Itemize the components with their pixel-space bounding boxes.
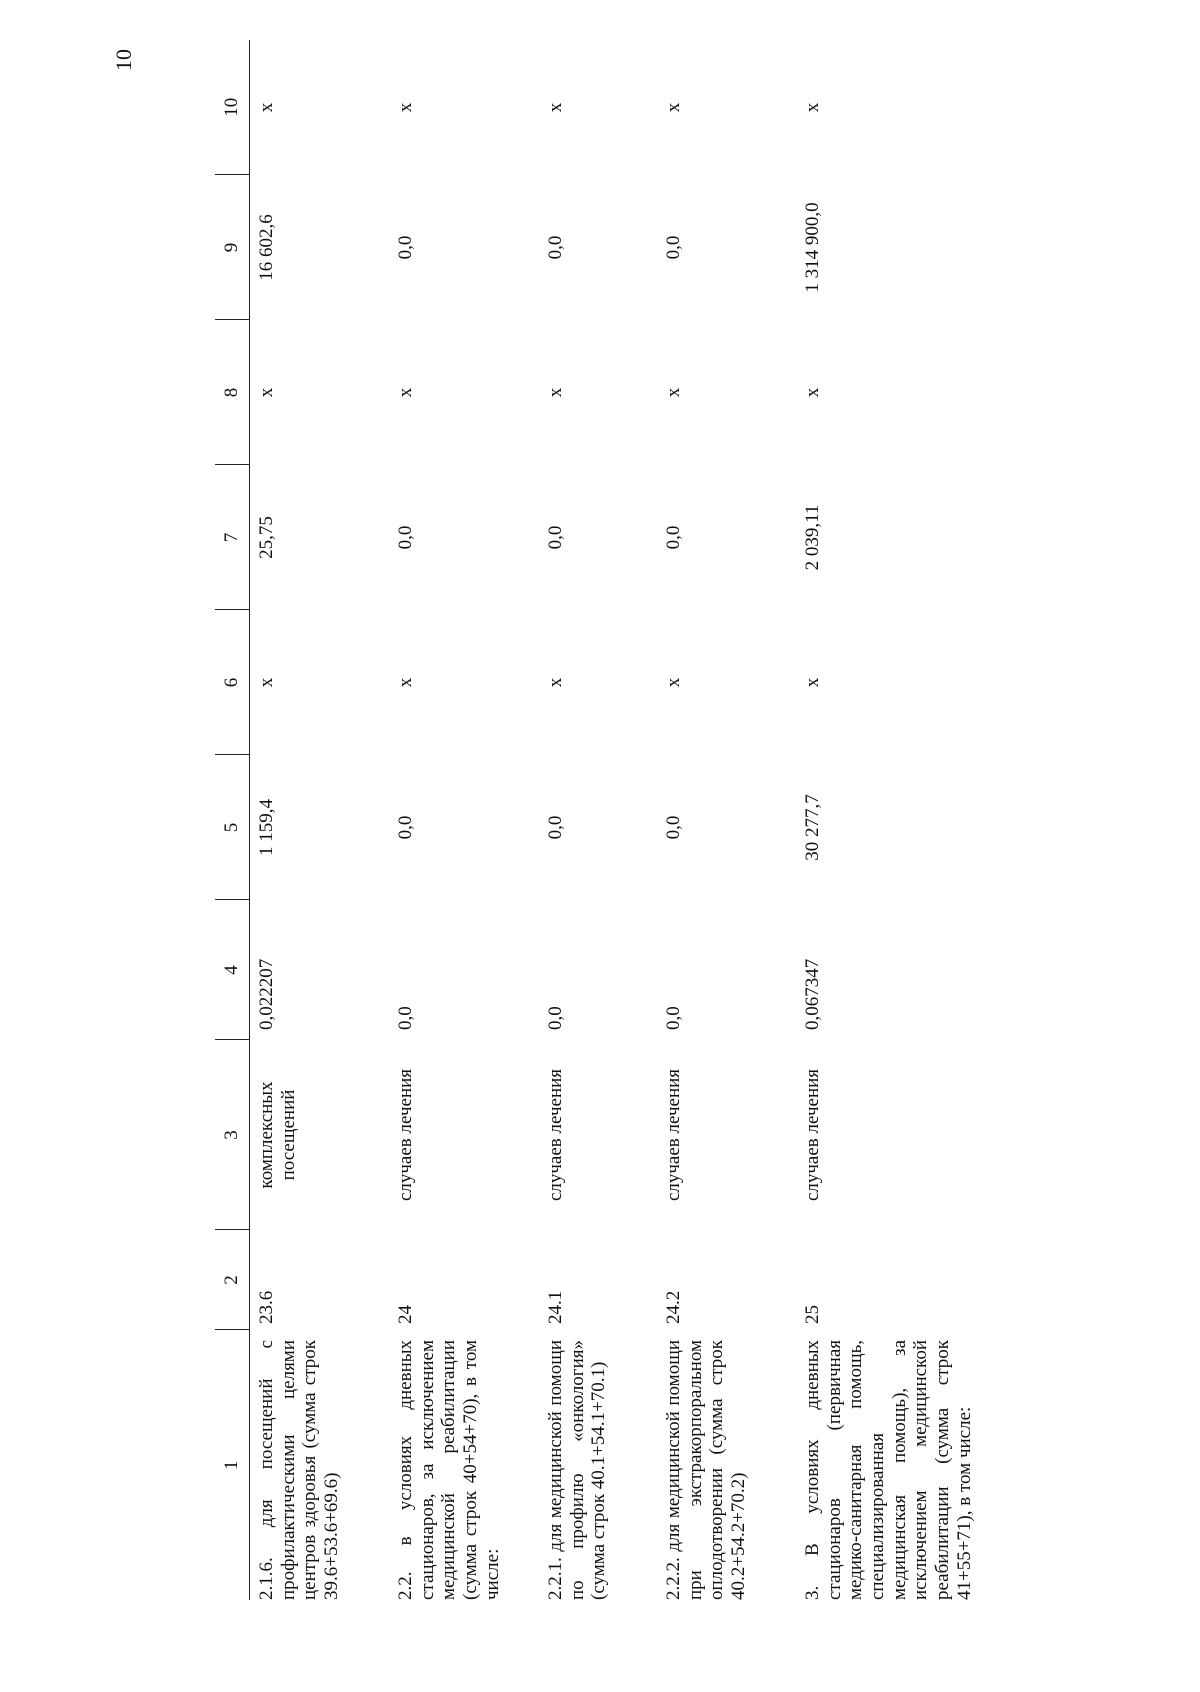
cell-col6: х — [256, 677, 277, 688]
column-header: 7 — [215, 465, 250, 610]
cell-col9: 0,0 — [663, 235, 684, 260]
cell-col7: 25,75 — [256, 516, 277, 559]
cell-col9: 16 602,6 — [256, 214, 277, 281]
row-label: 3. В условиях дневных стационаров (первичная медико-санитарная помощь, специализированная медицинская помощь), за исключением медицинской реабилитации (сумма строк 41+55+71), в том числе: — [802, 1340, 975, 1600]
table-row — [539, 40, 657, 1600]
data-table — [215, 40, 1037, 1600]
cell-col4: 0,067347 — [802, 958, 823, 1030]
cell-col5: 0,0 — [395, 815, 416, 840]
cell-col9: 0,0 — [395, 235, 416, 260]
page-number: 10 — [111, 49, 136, 71]
table-row — [796, 40, 1037, 1600]
row-unit: случаев лечения — [663, 1068, 684, 1202]
row-code: 23.6 — [256, 1290, 277, 1324]
row-label: 2.1.6. для посещений с профилактическими целями центров здоровья (сумма строк 39.6+53.6+69.6) — [256, 1340, 342, 1600]
cell-col6: х — [545, 677, 566, 688]
row-label: 2.2.2. для медицинской помощи при экстракорпоральном оплодотворении (сумма строк 40.2+54.2+70.2) — [663, 1340, 749, 1600]
cell-col10: х — [663, 102, 684, 113]
row-code: 24.1 — [545, 1290, 566, 1324]
rotated-table-container — [215, 40, 1015, 1600]
cell-col8: х — [802, 387, 823, 398]
column-header: 9 — [215, 175, 250, 320]
cell-col8: х — [395, 387, 416, 398]
cell-col6: х — [395, 677, 416, 688]
column-header: 2 — [215, 1230, 250, 1330]
row-code: 24.2 — [663, 1290, 684, 1324]
cell-col6: х — [663, 677, 684, 688]
cell-col5: 0,0 — [663, 815, 684, 840]
column-header: 8 — [215, 320, 250, 465]
column-header: 10 — [215, 40, 250, 175]
header-row — [215, 40, 250, 1600]
cell-col7: 0,0 — [395, 525, 416, 550]
cell-col8: х — [256, 387, 277, 398]
column-header: 5 — [215, 755, 250, 900]
row-code: 24 — [395, 1305, 416, 1324]
cell-col7: 0,0 — [545, 525, 566, 550]
cell-col9: 0,0 — [545, 235, 566, 260]
cell-col10: х — [545, 102, 566, 113]
cell-col7: 2 039,11 — [802, 504, 823, 571]
cell-col4: 0,0 — [395, 1006, 416, 1030]
row-code: 25 — [802, 1305, 823, 1324]
cell-col10: х — [395, 102, 416, 113]
cell-col9: 1 314 900,0 — [802, 202, 823, 293]
column-header: 1 — [215, 1330, 250, 1600]
cell-col10: х — [802, 102, 823, 113]
row-unit: случаев лечения — [802, 1068, 823, 1202]
table-row — [657, 40, 796, 1600]
cell-col4: 0,0 — [545, 1006, 566, 1030]
cell-col5: 1 159,4 — [256, 799, 277, 856]
row-unit: случаев лечения — [395, 1068, 416, 1202]
cell-col7: 0,0 — [663, 525, 684, 550]
column-header: 4 — [215, 900, 250, 1040]
table-row — [250, 40, 390, 1600]
cell-col8: х — [545, 387, 566, 398]
cell-col5: 30 277,7 — [802, 794, 823, 861]
cell-col6: х — [802, 677, 823, 688]
row-label: 2.2. в условиях дневных стационаров, за исключением медицинской реабилитации (сумма строк 40+54+70), в том числе: — [395, 1340, 503, 1600]
row-unit: комплексных посещений — [256, 1081, 299, 1189]
cell-col4: 0,0 — [663, 1006, 684, 1030]
row-label: 2.2.1. для медицинской помощи по профилю «онкология» (сумма строк 40.1+54.1+70.1) — [545, 1340, 610, 1600]
table-row — [389, 40, 539, 1600]
row-unit: случаев лечения — [545, 1068, 566, 1202]
column-header: 6 — [215, 610, 250, 755]
cell-col10: х — [256, 102, 277, 113]
cell-col4: 0,022207 — [256, 958, 277, 1030]
cell-col5: 0,0 — [545, 815, 566, 840]
cell-col8: х — [663, 387, 684, 398]
column-header: 3 — [215, 1040, 250, 1230]
